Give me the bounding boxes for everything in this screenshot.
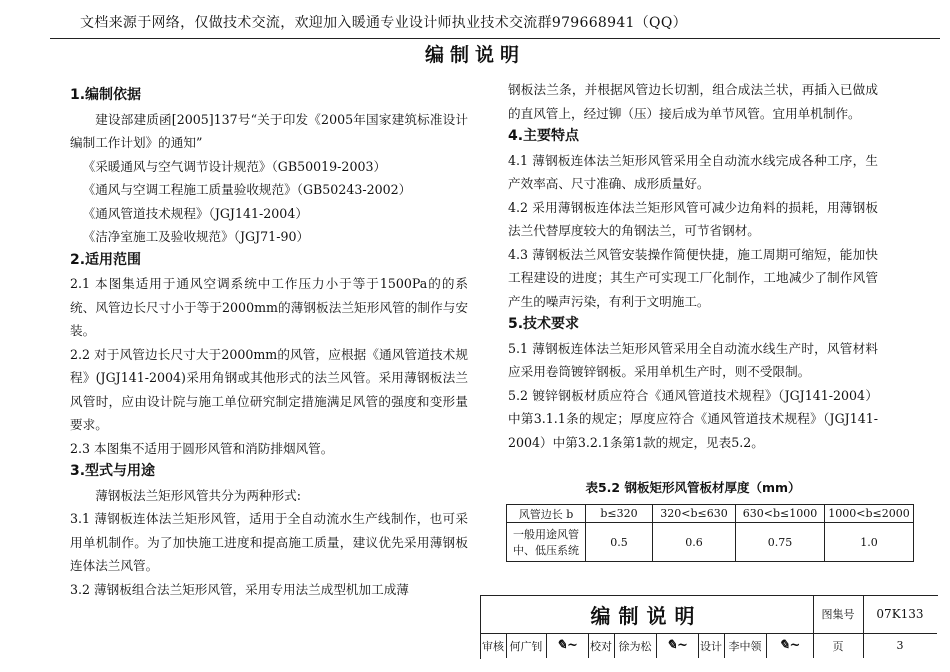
design-name: 李中领 [728, 639, 762, 653]
section-2-2: 2.2 对于风管边长尺寸大于2000mm的风管，应根据《通风管道技术规程》(JGJ141-2004)采用角钢或其他形式的法兰风管。采用薄钢板法兰风管时，应由设计院与施工单位研究制定措施满足风管的强度和变形量要求。 [70, 346, 468, 432]
left-column [70, 84, 468, 601]
section-2-heading: 2.适用范围 [70, 251, 142, 268]
section-4-1: 4.1 薄钢板连体法兰矩形风管采用全自动流水线完成各种工序，生产效率高、尺寸准确、成形质量好。 [508, 152, 878, 191]
review-name: 何广钊 [509, 639, 543, 653]
section-2-3: 2.3 本图集不适用于圆形风管和消防排烟风管。 [70, 440, 334, 456]
check-signature: ✎~ [666, 638, 688, 653]
standard-item: 《通风与空调工程施工质量验收规范》（GB50243-2002） [82, 182, 412, 197]
section-2-1: 2.1 本图集适用于通风空调系统中工作压力小于等于1500Pa的的系统、风管边长尺寸小于等于2000mm的薄钢板法兰矩形风管的制作与安装。 [70, 276, 468, 338]
section-3-heading: 3.型式与用途 [70, 463, 156, 479]
title-block-title: 编制说明 [480, 595, 814, 633]
table-header-cell: 320<b≤630 [653, 505, 736, 523]
table-header-cell: b≤320 [586, 505, 653, 523]
check-label: 校对 [590, 639, 612, 653]
standard-item: 《采暖通风与空气调节设计规范》（GB50019-2003） [82, 158, 387, 174]
standard-item: 《洁净室施工及验收规范》（JGJ71-90） [82, 229, 310, 244]
table-cell: 0.6 [653, 523, 736, 562]
right-column [508, 78, 878, 454]
table-header-cell: 630<b≤1000 [736, 505, 825, 523]
page-number: 3 [896, 639, 904, 652]
review-label: 审核 [482, 639, 504, 653]
section-3-intro: 薄钢板法兰矩形风管共分为两种形式: [95, 487, 301, 503]
table-cell: 1.0 [825, 523, 914, 562]
atlas-label: 图集号 [821, 608, 855, 621]
section-1-intro: 建设部建质函[2005]137号“关于印发《2005年国家建筑标准设计编制工作计划》的通知” [70, 111, 468, 150]
section-5-heading: 5.技术要求 [508, 316, 580, 332]
table-header-cell: 风管边长 b [507, 505, 586, 523]
design-signature: ✎~ [778, 638, 801, 653]
section-5-1: 5.1 薄钢板连体法兰矩形风管采用全自动流水线生产时，风管材料应采用卷筒镀锌钢板。采用单机生产时，则不受限制。 [508, 340, 878, 379]
table-cell: 0.75 [736, 523, 825, 562]
check-name: 徐为松 [618, 639, 652, 653]
table-cell: 0.5 [586, 523, 653, 562]
section-4-2: 4.2 采用薄钢板连体法兰矩形风管可减少边角料的损耗，用薄钢板法兰代替厚度较大的角钢法兰，可节省钢材。 [508, 199, 878, 238]
design-label: 设计 [700, 639, 722, 653]
table-row-label: 一般用途风管中、低压系统 [507, 523, 586, 562]
section-3-2b: 钢板法兰条，并根据风管边长切割，组合成法兰状，再插入已做成的直风管上，经过铆（压）接后成为单节风管。宜用单机制作。 [508, 82, 878, 121]
section-3-2a: 3.2 薄钢板组合法兰矩形风管，采用专用法兰成型机加工成薄 [70, 581, 409, 597]
thickness-table [506, 504, 914, 562]
section-1-heading: 1.编制依据 [70, 87, 142, 103]
standard-item: 《通风管道技术规程》（JGJ141-2004） [82, 205, 308, 221]
section-4-heading: 4.主要特点 [508, 128, 580, 144]
watermark-text: 文档来源于网络，仅做技术交流，欢迎加入暖通专业设计师执业技术交流群979668941（QQ） [80, 15, 687, 31]
table-header-cell: 1000<b≤2000 [825, 505, 914, 523]
review-signature: ✎~ [556, 638, 578, 653]
page-label: 页 [832, 639, 844, 653]
page-title: 编制说明 [424, 44, 525, 66]
table-row [507, 523, 914, 562]
atlas-number: 07K133 [876, 607, 924, 621]
section-5-2: 5.2 镀锌钢板材质应符合《通风管道技术规程》（JGJ141-2004）中第3.1.1条的规定；厚度应符合《通风管道技术规程》（JGJ141-2004）中第3.2.1条第1款的规定，见表5.2。 [508, 387, 878, 450]
table-header-row [507, 505, 914, 523]
table-caption: 表5.2 钢板矩形风管板材厚度（mm） [585, 480, 801, 495]
section-4-3: 4.3 薄钢板法兰风管安装操作简便快捷，施工周期可缩短，能加快工程建设的进度；其生产可实现工厂化制作，工地减少了制作风管产生的噪声污染，有利于文明施工。 [508, 246, 878, 309]
section-3-1: 3.1 薄钢板连体法兰矩形风管，适用于全自动流水生产线制作，也可采用单机制作。为了加快施工进度和提高施工质量，建议优先采用薄钢板连体法兰风管。 [70, 511, 468, 573]
